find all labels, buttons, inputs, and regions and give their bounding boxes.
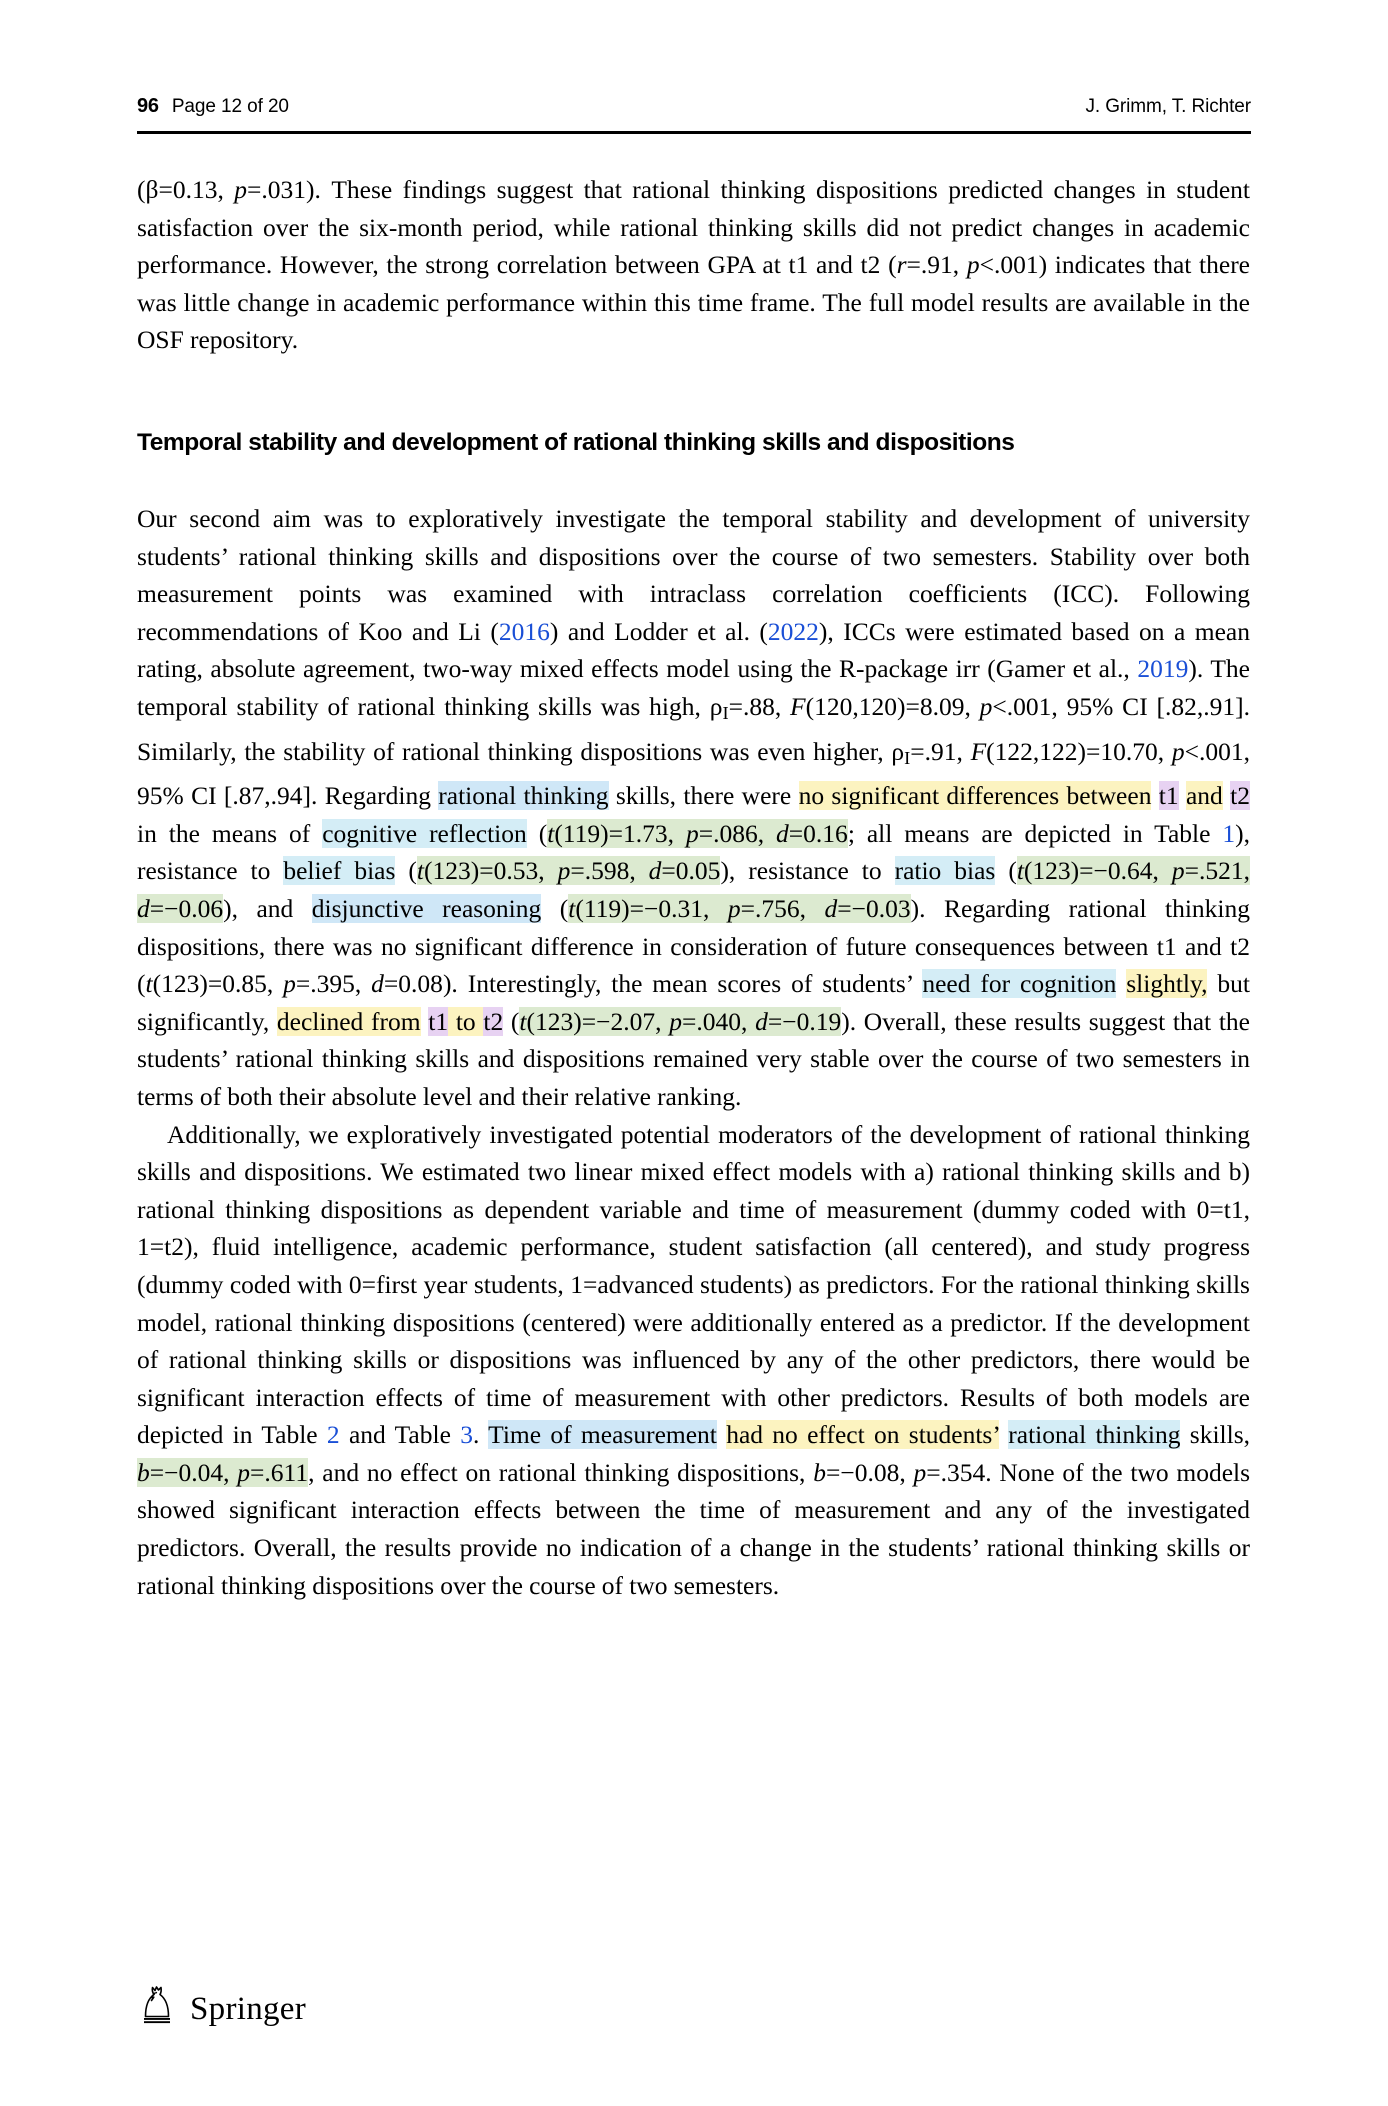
citation-link-gamer[interactable]: 2019 — [1137, 654, 1189, 684]
F-italic: F — [790, 691, 806, 721]
highlight-and: and — [1185, 781, 1223, 811]
t-italic: t — [145, 969, 153, 999]
stat-skills-b: b=−0.04, p=.611 — [137, 1457, 309, 1487]
p-italic: p — [979, 691, 993, 721]
p-italic: p — [727, 893, 741, 923]
citation-link-koo-li[interactable]: 2016 — [498, 616, 550, 646]
rho-subscript: I — [904, 747, 911, 768]
p-italic: p — [234, 175, 248, 204]
stat-ratio-bias: t(123)=−0.64, p=.521, d=−0.06 — [137, 856, 1251, 923]
p-italic: p — [685, 818, 699, 848]
d-italic: d — [371, 969, 384, 999]
p-italic: p — [1171, 856, 1185, 886]
d-italic: d — [648, 856, 662, 886]
p-italic: p — [966, 250, 980, 280]
t-italic: t — [519, 1006, 527, 1036]
d-italic: d — [824, 893, 838, 923]
t-italic: t — [416, 856, 424, 886]
stat-disjunctive-reasoning: t(119)=−0.31, p=.756, d=−0.03 — [568, 893, 911, 923]
spacer — [137, 459, 1250, 500]
b-italic: b — [813, 1457, 826, 1487]
highlight-to: to — [448, 1006, 484, 1036]
highlight-declined-from: declined from — [276, 1006, 421, 1036]
citation-link-lodder[interactable]: 2022 — [767, 616, 819, 646]
highlight-rational-thinking: rational thinking — [438, 781, 609, 811]
r-italic: r — [896, 250, 907, 280]
highlight-no-significant-differences: no significant differences between — [798, 781, 1152, 811]
highlight-t2: t2 — [483, 1006, 504, 1036]
p-italic: p — [557, 856, 571, 886]
section-heading: Temporal stability and development of rational thinking skills and dispositions — [137, 428, 1015, 456]
highlight-cognitive-reflection: cognitive reflection — [322, 818, 527, 848]
table-link-3[interactable]: 3 — [460, 1420, 473, 1450]
stat-cognitive-reflection: t(119)=1.73, p=.086, d=0.16 — [547, 818, 848, 848]
paragraph-findings: (β=0.13, p=.031). These findings suggest that rational thinking dispositions predicted changes in student satisfaction over the six-month period, while rational thinking skills did not predict changes in academic performance. However, the strong correlation between GPA at t1 and t2 (r=.91, p<.001) indicates that there was little change in academic performance within this time frame. The full model results are available in the OSF repository. — [137, 175, 1250, 355]
page-number: 96 — [137, 95, 159, 117]
highlight-time-of-measurement: Time of measurement — [488, 1420, 717, 1450]
running-head-authors: J. Grimm, T. Richter — [1085, 96, 1251, 117]
highlight-t1: t1 — [1158, 781, 1179, 811]
running-head — [137, 95, 1251, 118]
d-italic: d — [776, 818, 789, 848]
p-italic: p — [669, 1006, 682, 1036]
stat-belief-bias: t(123)=0.53, p=.598, d=0.05 — [416, 856, 721, 886]
highlight-had-no-effect: had no effect on students’ — [726, 1420, 999, 1450]
p-italic: p — [913, 1457, 927, 1487]
highlight-ratio-bias: ratio bias — [894, 856, 996, 886]
p-italic: p — [1171, 736, 1185, 766]
highlight-slightly: slightly, — [1126, 969, 1208, 999]
highlight-t2: t2 — [1230, 781, 1250, 811]
springer-knight-logo — [137, 1980, 177, 2024]
highlight-belief-bias: belief bias — [283, 856, 396, 886]
header-divider-rule — [137, 131, 1251, 134]
publisher-footer — [137, 1980, 307, 2027]
d-italic: d — [137, 893, 150, 923]
d-italic: d — [755, 1006, 768, 1036]
p-italic: p — [283, 969, 296, 999]
highlight-t1: t1 — [428, 1006, 449, 1036]
t-italic: t — [1016, 856, 1024, 886]
rho-subscript: I — [722, 702, 729, 723]
rho-symbol: ρ — [709, 691, 723, 721]
stat-need-for-cognition: t(123)=−2.07, p=.040, d=−0.19 — [519, 1006, 842, 1036]
table-link-1[interactable]: 1 — [1222, 818, 1236, 848]
t-italic: t — [568, 893, 576, 923]
spacer — [137, 359, 1250, 427]
highlight-rational-thinking: rational thinking — [1008, 1420, 1181, 1450]
paragraph-moderators: Additionally, we exploratively investigated potential moderators of the development of rational thinking skills and dispositions. We estimated two linear mixed effect models with a) rational thinking skills and b) rational thinking dispositions as dependent variable and time of measurement (dummy coded with 0=t1, 1=t2), fluid intelligence, academic performance, student satisfaction (all centered), and study progress (dummy coded with 0=first year students, 1=advanced students) as predictors. For the rational thinking skills model, rational thinking dispositions (centered) were additionally entered as a predictor. If the development of rational thinking skills or dispositions was influenced by any of the other predictors, there would be significant interaction effects of time of measurement with other predictors. Results of both models are depicted in Table 2 and Table 3. Time of measurement had no effect on students’ rational thinking skills, b=−0.04, p=.611, and no effect on rational thinking dispositions, b=−0.08, p=.354. None of the two models showed significant interaction effects between the time of measurement and any of the investigated predictors. Overall, the results provide no indication of a change in the students’ rational thinking skills or rational thinking dispositions over the course of two semesters. — [137, 1119, 1251, 1600]
rho-symbol: ρ — [891, 736, 905, 766]
table-link-2[interactable]: 2 — [326, 1420, 340, 1450]
highlight-disjunctive-reasoning: disjunctive reasoning — [311, 893, 542, 923]
page-folio: Page 12 of 20 — [171, 96, 289, 117]
paragraph-temporal-stability: Our second aim was to exploratively investigate the temporal stability and development of university students’ rational thinking skills and dispositions over the course of two semesters. Stability over both measurement points was examined with intraclass correlation coefficients (ICC). Following recommendations of Koo and Li (2016) and Lodder et al. (2022), ICCs were estimated based on a mean rating, absolute agreement, two-way mixed effects model using the R-package irr (Gamer et al., 2019). The temporal stability of rational thinking skills was high, $\rho_I=.88$, F(120,120)=8.09, p<.001, 95% CI [.82,.91]. Similarly, the stability of rational thinking dispositions was even higher, $\rho_I=.91$, F(122,122)=10.70, p<.001, 95% CI [.87,.94]. Regarding rational thinking skills, there were no significant differences between t1 and t2 in the means of cognitive reflection (t(119)=1.73, p=.086, d=0.16; all means are depicted in Table 1), resistance to belief bias (t(123)=0.53, p=.598, d=0.05), resistance to ratio bias (t(123)=−0.64, p=.521, d=−0.06), and disjunctive reasoning (t(119)=−0.31, p=.756, d=−0.03). Regarding rational thinking dispositions, there was no significant difference in consideration of future consequences between t1 and t2 (t(123)=0.85, p=.395, d=0.08). Interestingly, the mean scores of students’ need for cognition slightly, but significantly, declined from t1 to t2 (t(123)=−2.07, p=.040, d=−0.19). Overall, these results suggest that the students’ rational thinking skills and dispositions remained very stable over the course of two semesters in terms of both their absolute level and their relative ranking. — [137, 503, 1251, 1111]
running-head-left — [137, 95, 289, 118]
page-content — [137, 171, 1250, 1604]
beta-symbol: β — [145, 175, 159, 204]
p-italic: p — [237, 1457, 251, 1487]
highlight-need-for-cognition: need for cognition — [922, 969, 1117, 999]
b-italic: b — [137, 1457, 150, 1487]
F-italic: F — [970, 736, 987, 766]
t-italic: t — [547, 818, 555, 848]
publisher-name: Springer — [190, 1991, 307, 2027]
